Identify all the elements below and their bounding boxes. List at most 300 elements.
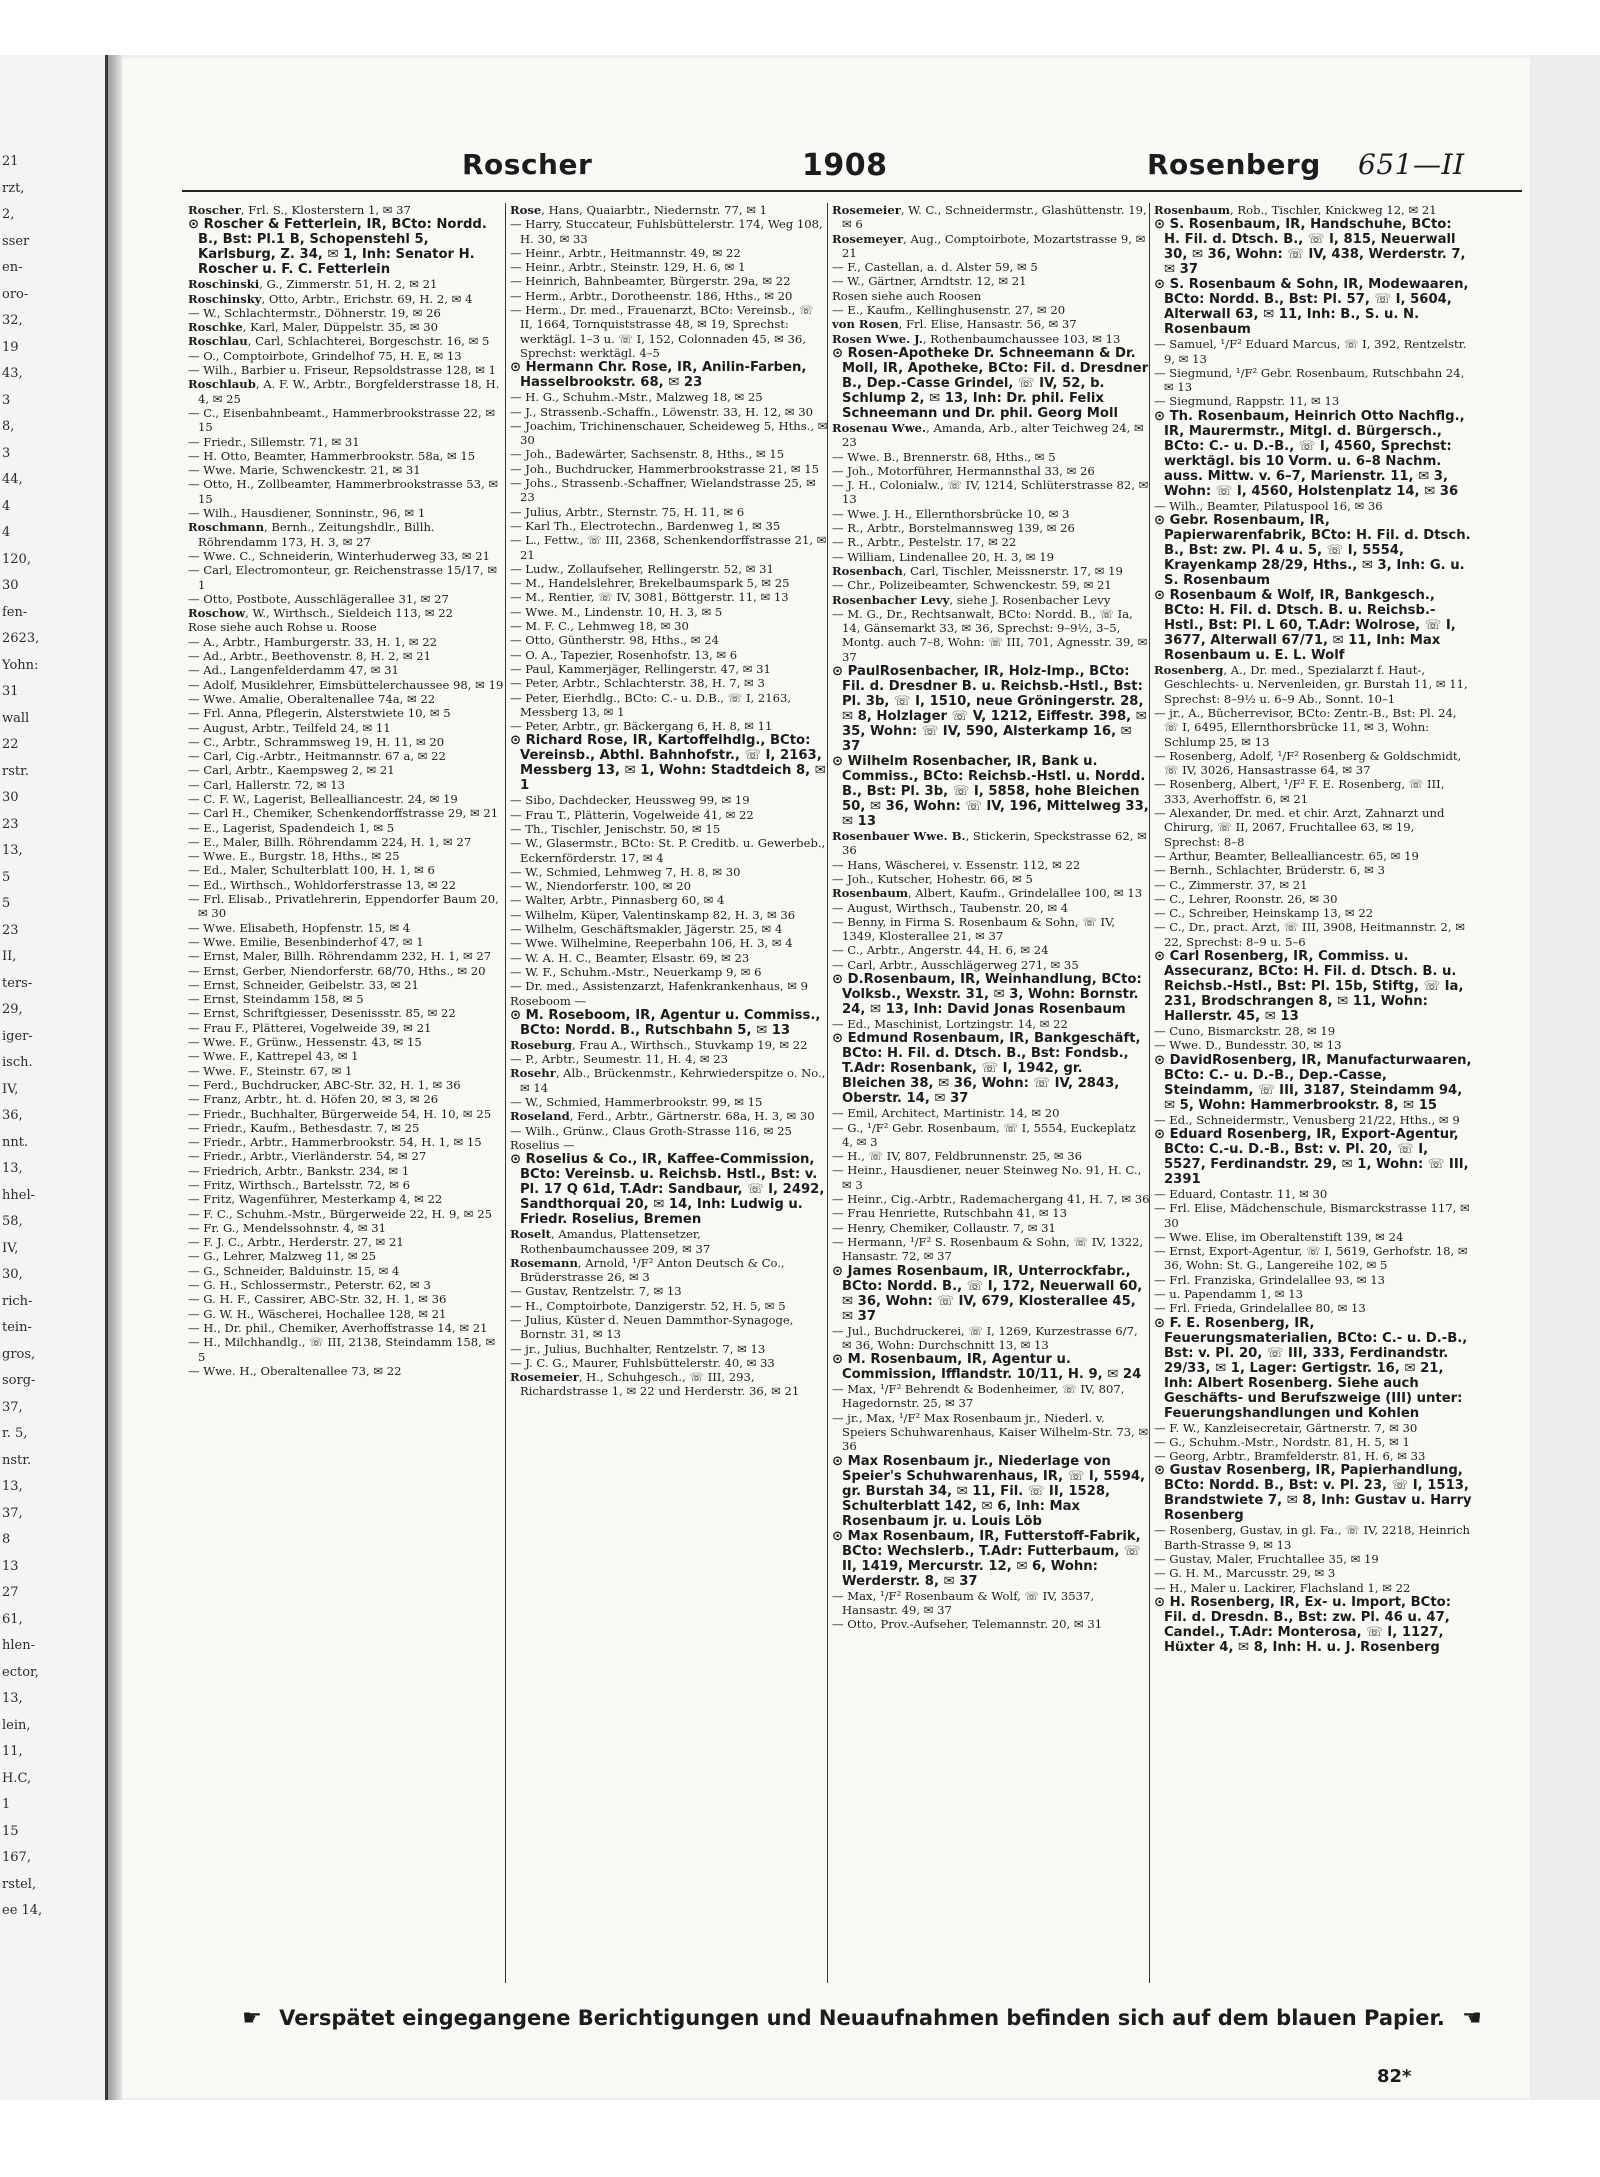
directory-entry: ⊙ M. Roseboom, IR, Agentur u. Commiss., BCto: Nordd. B., Rutschbahn 5, ✉ 13 <box>510 1007 821 1038</box>
previous-page-fragment: 23 <box>2 922 19 938</box>
directory-entry: — Ed., Maschinist, Lortzingstr. 14, ✉ 22 <box>832 1016 1068 1031</box>
directory-entry: — Ludw., Zollaufseher, Rellingerstr. 52, ✉ 31 <box>510 561 774 576</box>
directory-entry: — Hans, Wäscherei, v. Essenstr. 112, ✉ 22 <box>832 857 1081 872</box>
previous-page-fragment: 13, <box>2 1479 23 1494</box>
directory-entry: — Arthur, Beamter, Bellealliancestr. 65, ✉ 19 <box>1154 848 1419 863</box>
previous-page-fragment: sser <box>2 233 30 249</box>
directory-entry: — Eduard, Contastr. 11, ✉ 30 <box>1154 1186 1328 1201</box>
directory-entry: — Ed., Maler, Schulterblatt 100, H. 1, ✉ 6 <box>188 863 435 878</box>
previous-page-fragment: 32, <box>2 313 23 328</box>
previous-page-fragment: gros, <box>2 1346 36 1362</box>
previous-page-fragment: II, <box>2 949 17 964</box>
directory-entry: — Friedr., Arbtr., Vierländerstr. 54, ✉ 27 <box>188 1149 427 1164</box>
previous-page-fragment: ters- <box>2 975 33 991</box>
directory-entry: Roschinski, G., Zimmerstr. 51, H. 2, ✉ 21 <box>188 277 438 292</box>
directory-entry: — Gustav, Rentzelstr. 7, ✉ 13 <box>510 1284 682 1299</box>
directory-entry: — Wilh., Barbier u. Friseur, Repsoldstrasse 128, ✉ 1 <box>188 363 497 378</box>
directory-entry: — H., Dr. phil., Chemiker, Averhoffstrasse 14, ✉ 21 <box>188 1320 488 1335</box>
directory-entry: Roschinsky, Otto, Arbtr., Erichstr. 69, H. 2, ✉ 4 <box>188 291 473 306</box>
directory-entry: — Peter, Arbtr., gr. Bäckergang 6, H. 8, ✉ 11 <box>510 719 773 734</box>
directory-entry: — G., Schuhm.-Mstr., Nordstr. 81, H. 5, ✉ 1 <box>1154 1434 1410 1449</box>
previous-page-fragment: 27 <box>2 1585 19 1600</box>
previous-page-fragment: en- <box>2 260 23 275</box>
directory-entry: — Siegmund, Rappstr. 11, ✉ 13 <box>1154 394 1340 409</box>
directory-entry: — Otto, Güntherstr. 98, Hths., ✉ 24 <box>510 633 719 648</box>
directory-entry: — Cuno, Bismarckstr. 28, ✉ 19 <box>1154 1024 1336 1039</box>
directory-entry: — Joh., Motorführer, Hermannsthal 33, ✉ 26 <box>832 463 1095 478</box>
directory-entry: Roschlaub, A. F. W., Arbtr., Borgfelderstrasse 18, H. 4, ✉ 25 <box>188 377 500 406</box>
directory-entry: — Fr. G., Mendelssohnstr. 4, ✉ 31 <box>188 1220 387 1235</box>
previous-page-fragment: 30, <box>2 1267 23 1282</box>
previous-page-fragment: oro- <box>2 286 29 302</box>
directory-entry: Rosenau Wwe., Amanda, Arb., alter Teichweg 24, ✉ 23 <box>832 420 1144 450</box>
directory-entry: ⊙ Max Rosenbaum, IR, Futterstoff-Fabrik, BCto: Wechslerb., T.Adr: Futterbaum, ☏ II, 1419, Mercurstr. 12, ✉ 6, Wohn: Werderstr. 8, ✉ 37 <box>832 1528 1141 1589</box>
directory-entry: — August, Arbtr., Teilfeld 24, ✉ 11 <box>188 720 391 735</box>
directory-entry: — F. W., Kanzleisecretair, Gärtnerstr. 7, ✉ 30 <box>1154 1420 1418 1435</box>
directory-entry: — u. Papendamm 1, ✉ 13 <box>1154 1286 1303 1301</box>
previous-page-fragment: 11, <box>2 1744 23 1759</box>
directory-entry: — G., Lehrer, Malzweg 11, ✉ 25 <box>188 1249 377 1264</box>
directory-entry: Rosenbaum, Rob., Tischler, Knickweg 12, ✉ 21 <box>1154 203 1437 217</box>
header-page-number: 651—II <box>1358 148 1465 181</box>
book-gutter <box>108 55 122 2100</box>
previous-page-fragment: 5 <box>2 896 11 911</box>
directory-entry: — A., Arbtr., Hamburgerstr. 33, H. 1, ✉ 22 <box>188 634 438 649</box>
directory-entry: — Chr., Polizeibeamter, Schwenckestr. 59, ✉ 21 <box>832 578 1112 593</box>
directory-entry: — F. C., Schuhm.-Mstr., Bürgerweide 22, H. 9, ✉ 25 <box>188 1206 492 1221</box>
directory-entry: — Hermann, ¹/F² S. Rosenbaum & Sohn, ☏ IV, 1322, Hansastr. 72, ✉ 37 <box>832 1234 1144 1264</box>
previous-page-fragment: sorg- <box>2 1373 36 1388</box>
directory-entry: — Frl. Elisab., Privatlehrerin, Eppendorfer Baum 20, ✉ 30 <box>188 892 499 921</box>
directory-entry: — Emil, Architect, Martinistr. 14, ✉ 20 <box>832 1106 1060 1121</box>
directory-entry: — Alexander, Dr. med. et chir. Arzt, Zahnarzt und Chirurg, ☏ II, 2067, Fruchtallee 63, ✉ 19, Sprechst: 8–8 <box>1154 806 1445 849</box>
directory-entry: Roselt, Amandus, Plattensetzer, Rothenbaumchaussee 209, ✉ 37 <box>510 1227 711 1256</box>
directory-entry: ⊙ Hermann Chr. Rose, IR, Anilin-Farben, Hasselbrookstr. 68, ✉ 23 <box>510 360 807 391</box>
previous-page-fragment: 29, <box>2 1002 23 1017</box>
directory-entry: — C., Arbtr., Schrammsweg 19, H. 11, ✉ 20 <box>188 734 445 749</box>
directory-entry: — C., Dr., pract. Arzt, ☏ III, 3908, Heitmannstr. 2, ✉ 22, Sprechst: 8–9 u. 5–6 <box>1154 920 1465 949</box>
directory-entry: Roschmann, Bernh., Zeitungshdlr., Billh. Röhrendamm 173, H. 3, ✉ 27 <box>188 520 435 549</box>
previous-page-fragment: rich- <box>2 1293 33 1309</box>
directory-entry: — J. C. G., Maurer, Fuhlsbüttelerstr. 40, ✉ 33 <box>510 1355 775 1370</box>
directory-entry: — R., Arbtr., Borstelmannsweg 139, ✉ 26 <box>832 521 1075 536</box>
directory-entry: — Friedr., Kaufm., Bethesdastr. 7, ✉ 25 <box>188 1120 420 1135</box>
directory-entry: — jr., A., Bücherrevisor, BCto: Zentr.-B., Bst: Pl. 24, ☏ I, 6495, Ellernthorsbrücke 11, ✉ 3, Wohn: Schlump 25, ✉ 13 <box>1154 705 1457 749</box>
directory-entry: ⊙ PaulRosenbacher, IR, Holz-Imp., BCto: Fil. d. Dresdner B. u. Reichsb.-Hstl., Bst: Pl. 3b, ☏ I, 1510, neue Gröningerstr. 28, ✉ 8, Holzlager ☏ V, 1212, Eiffestr. 398, ✉ 35, Wohn: ☏ IV, 590, Alsterkamp 16, ✉ 37 <box>832 664 1147 755</box>
directory-entry: Rosemann, Arnold, ¹/F² Anton Deutsch & Co., Brüderstrasse 26, ✉ 3 <box>510 1255 785 1285</box>
directory-entry: — Rosenberg, Gustav, in gl. Fa., ☏ IV, 2218, Heinrich Barth-Strasse 9, ✉ 13 <box>1154 1523 1470 1552</box>
signature-mark: 82* <box>1377 2066 1412 2087</box>
directory-entry: Rosenbacher Levy, siehe J. Rosenbacher Levy <box>832 592 1111 607</box>
previous-page-fragment: 13 <box>2 1558 19 1574</box>
directory-entry: — C., Lehrer, Roonstr. 26, ✉ 30 <box>1154 891 1338 906</box>
directory-column-4 <box>1154 203 1472 1983</box>
directory-column-1 <box>188 203 506 1983</box>
directory-entry: — W. A. H. C., Beamter, Elsastr. 69, ✉ 23 <box>510 950 750 965</box>
directory-entry: — Wilh., Hausdiener, Sonninstr., 96, ✉ 1 <box>188 506 426 521</box>
directory-entry: ⊙ Wilhelm Rosenbacher, IR, Bank u. Commiss., BCto: Reichsb.-Hstl. u. Nordd. B., Bst: Pl. 3b, ☏ I, 5858, hohe Bleichen 50, ✉ 36, Wohn: ☏ IV, 196, Mittelweg 33, ✉ 13 <box>832 754 1149 830</box>
directory-entry: ⊙ Rosen-Apotheke Dr. Schneemann & Dr. Moll, IR, Apotheke, BCto: Fil. d. Dresdner B., Dep.-Casse Grindel, ☏ IV, 52, b. Schlump 2, ✉ 13, Inh: Dr. phil. Felix Schneemann und Dr. phil. Georg Moll <box>832 345 1149 421</box>
directory-entry: — H., Maler u. Lackirer, Flachsland 1, ✉ 22 <box>1154 1580 1411 1595</box>
previous-page-fragment: nstr. <box>2 1452 32 1468</box>
directory-entry: — L., Fettw., ☏ III, 2368, Schenkendorffstrasse 21, ✉ 21 <box>510 533 827 562</box>
directory-entry: Rose, Hans, Quaiarbtr., Niedernstr. 77, ✉ 1 <box>510 203 768 217</box>
directory-entry: — Dr. med., Assistenzarzt, Hafenkrankenhaus, ✉ 9 <box>510 979 809 994</box>
directory-entry: — G. W. H., Wäscherei, Hochallee 128, ✉ 21 <box>188 1306 447 1321</box>
directory-entry: — Joh., Kutscher, Hohestr. 66, ✉ 5 <box>832 871 1033 886</box>
directory-entry: Rosemeier, H., Schuhgesch., ☏ III, 293, Richardstrasse 1, ✉ 22 und Herderstr. 36, ✉ 21 <box>510 1370 800 1399</box>
previous-page-fragment: 5 <box>2 869 11 885</box>
directory-entry: — Fritz, Wirthsch., Bartelsstr. 72, ✉ 6 <box>188 1178 411 1192</box>
directory-entry: ⊙ Roselius & Co., IR, Kaffee-Commission, BCto: Vereinsb. u. Reichsb. Hstl., Bst: v. Pl. 17 Q 61d, T.Adr: Sandbaur, ☏ I, 2492, Sandthorquai 20, ✉ 14, Inh: Ludwig u. Friedr. Roselius, Bremen <box>510 1152 825 1228</box>
directory-entry: — Carl H., Chemiker, Schenkendorffstrasse 29, ✉ 21 <box>188 806 499 821</box>
directory-entry: — Wilh., Beamter, Pilatuspool 16, ✉ 36 <box>1154 498 1383 513</box>
footnote-text: Verspätet eingegangene Berichtigungen und Neuaufnahmen befinden sich auf dem blauen Papier. <box>279 2006 1445 2030</box>
directory-entry: — Wwe. Wilhelmine, Reeperbahn 106, H. 3, ✉ 4 <box>510 936 793 951</box>
directory-entry: — Wwe. E., Burgstr. 18, Hths., ✉ 25 <box>188 849 400 864</box>
directory-entry: — Wilhelm, Geschäftsmakler, Jägerstr. 25, ✉ 4 <box>510 922 783 937</box>
previous-page-edge <box>0 55 108 2100</box>
directory-entry: ⊙ Richard Rose, IR, Kartoffelhdlg., BCto: Vereinsb., Abthl. Bahnhofstr., ☏ I, 2163, Messberg 13, ✉ 1, Wohn: Stadtdeich 8, ✉ 1 <box>510 733 826 794</box>
directory-entry: Rosenbach, Carl, Tischler, Meissnerstr. 17, ✉ 19 <box>832 563 1123 578</box>
directory-entry: — E., Kaufm., Kellinghusenstr. 27, ✉ 20 <box>832 303 1066 318</box>
directory-entry: — J. H., Colonialw., ☏ IV, 1214, Schlüterstrasse 82, ✉ 13 <box>832 478 1149 507</box>
directory-entry: — William, Lindenallee 20, H. 3, ✉ 19 <box>832 549 1054 564</box>
directory-entry: — Ed., Schneidermstr., Venusberg 21/22, Hths., ✉ 9 <box>1154 1112 1460 1127</box>
previous-page-fragment: 167, <box>2 1850 31 1865</box>
previous-page-fragment: 13, <box>2 1691 23 1706</box>
previous-page-fragment: nnt. <box>2 1134 29 1150</box>
directory-entry: Roscher, Frl. S., Klosterstern 1, ✉ 37 <box>188 203 411 217</box>
directory-entry: — Ernst, Maler, Billh. Röhrendamm 232, H. 1, ✉ 27 <box>188 949 492 964</box>
directory-entry: — F., Castellan, a. d. Alster 59, ✉ 5 <box>832 260 1038 275</box>
directory-entry: — W., Schlachtermstr., Döhnerstr. 19, ✉ 26 <box>188 305 441 320</box>
directory-entry: — Wwe. Elisabeth, Hopfenstr. 15, ✉ 4 <box>188 920 411 935</box>
directory-entry: ⊙ D.Rosenbaum, IR, Weinhandlung, BCto: Volksb., Wexstr. 31, ✉ 3, Wohn: Bornstr. 24, ✉ 13, Inh: David Jonas Rosenbaum <box>832 971 1142 1017</box>
directory-entry: ⊙ S. Rosenbaum, IR, Handschuhe, BCto: H. Fil. d. Dtsch. B., ☏ I, 815, Neuerwall 30, ✉ 36, Wohn: ☏ IV, 438, Werderstr. 7, ✉ 37 <box>1154 217 1466 278</box>
directory-entry: — Wwe. Amalie, Oberaltenallee 74a, ✉ 22 <box>188 691 436 706</box>
directory-entry: — Johs., Strassenb.-Schaffner, Wielandstrasse 25, ✉ 23 <box>510 476 816 505</box>
directory-entry: — Walter, Arbtr., Pinnasberg 60, ✉ 4 <box>510 893 725 908</box>
directory-entry: — H. G., Schuhm.-Mstr., Malzweg 18, ✉ 25 <box>510 390 763 405</box>
previous-page-fragment: rstel, <box>2 1876 37 1892</box>
directory-entry: — Heinr., Cig.-Arbtr., Rademachergang 41, H. 7, ✉ 36 <box>832 1192 1150 1207</box>
directory-entry: — Otto, Prov.-Aufseher, Telemannstr. 20, ✉ 31 <box>832 1617 1103 1632</box>
directory-entry: — M. G., Dr., Rechtsanwalt, BCto: Nordd. B., ☏ Ia, 14, Gänsemarkt 33, ✉ 36, Sprechst: 9–9½, 3–5, Montg. auch 7–8, Wohn: ☏ III, 701, Agnesstr. 39, ✉ 37 <box>832 606 1148 664</box>
directory-entry: ⊙ H. Rosenberg, IR, Ex- u. Import, BCto: Fil. d. Dresdn. B., Bst: zw. Pl. 46 u. 47, Candel., T.Adr: Monterosa, ☏ I, 1127, Hüxter 4, ✉ 8, Inh: H. u. J. Rosenberg <box>1154 1594 1452 1655</box>
directory-entry: — H., Milchhandlg., ☏ III, 2138, Steindamm 158, ✉ 5 <box>188 1335 496 1364</box>
previous-page-fragment: IV, <box>2 1081 19 1097</box>
previous-page-fragment: tein- <box>2 1320 32 1335</box>
previous-page-fragment: 21 <box>2 154 19 169</box>
previous-page-fragment: iger- <box>2 1028 33 1044</box>
directory-entry: — Frau Henriette, Rutschbahn 41, ✉ 13 <box>832 1206 1068 1221</box>
directory-entry: — F. J. C., Arbtr., Herderstr. 27, ✉ 21 <box>188 1235 404 1250</box>
directory-entry: — Wwe. Elise, im Oberaltenstift 139, ✉ 24 <box>1154 1229 1404 1244</box>
directory-entry: — Heinr., Arbtr., Steinstr. 129, H. 6, ✉ 1 <box>510 260 746 275</box>
directory-entry: ⊙ Eduard Rosenberg, IR, Export-Agentur, BCto: C.-u. D.-B., Bst: v. Pl. 20, ☏ I, 5527, Ferdinandstr. 29, ✉ 1, Wohn: ☏ III, 2391 <box>1154 1126 1469 1187</box>
previous-page-fragment: 2, <box>2 207 15 222</box>
directory-entry: ⊙ F. E. Rosenberg, IR, Feuerungsmaterialien, BCto: C.- u. D.-B., Bst: v. Pl. 20, ☏ III, 333, Ferdinandstr. 29/33, ✉ 1, Lager: Gertigstr. 16, ✉ 21, Inh: Albert Rosenberg. Siehe auch Geschäfts- und Berufszweige (III) unter: Feuerungshandlungen und Kohlen <box>1154 1315 1468 1421</box>
directory-entry: — Frau F., Plätterei, Vogelweide 39, ✉ 21 <box>188 1020 432 1035</box>
directory-entry: — Carl, Hallerstr. 72, ✉ 13 <box>188 777 346 792</box>
header-right-keyword: Rosenberg <box>1147 148 1321 181</box>
directory-entry: — Wwe. B., Brennerstr. 68, Hths., ✉ 5 <box>832 449 1056 464</box>
directory-entry: — Herm., Dr. med., Frauenarzt, BCto: Vereinsb., ☏ II, 1664, Tornquiststrasse 48, ✉ 19, Sprechst: werktägl. 1–3 u. ☏ I, 152, Colonnaden 45, ✉ 36, Sprechst: werktägl. 4–5 <box>510 303 814 360</box>
directory-entry: — Wwe. F., Kattrepel 43, ✉ 1 <box>188 1049 359 1064</box>
directory-entry: — Wilhelm, Küper, Valentinskamp 82, H. 3, ✉ 36 <box>510 907 796 922</box>
previous-page-fragment: 43, <box>2 366 23 381</box>
previous-page-fragment: 15 <box>2 1823 19 1839</box>
directory-entry: — jr., Max, ¹/F² Max Rosenbaum jr., Niederl. v. Speiers Schuhwarenhaus, Kaiser Wilhelm-Str. 73, ✉ 36 <box>832 1410 1149 1454</box>
directory-entry: — Herm., Arbtr., Dorotheenstr. 186, Hths., ✉ 20 <box>510 288 793 303</box>
previous-page-fragment: hlen- <box>2 1638 35 1653</box>
pointing-hand-right-icon: ☛ <box>242 2006 262 2031</box>
directory-entry: — August, Wirthsch., Taubenstr. 20, ✉ 4 <box>832 900 1069 915</box>
directory-entry: — Ad., Langenfelderdamm 47, ✉ 31 <box>188 663 399 678</box>
directory-entry: ⊙ Gustav Rosenberg, IR, Papierhandlung, BCto: Nordd. B., Bst: v. Pl. 23, ☏ I, 1513, Brandstwiete 7, ✉ 8, Inh: Gustav u. Harry Rosenberg <box>1154 1463 1472 1524</box>
directory-entry: — Carl, Arbtr., Ausschlägerweg 271, ✉ 35 <box>832 957 1079 972</box>
previous-page-fragment: 22 <box>2 737 19 752</box>
directory-entry: — Paul, Kammerjäger, Rellingerstr. 47, ✉ 31 <box>510 661 771 676</box>
directory-entry: — G. H. F., Cassirer, ABC-Str. 32, H. 1, ✉ 36 <box>188 1292 447 1307</box>
directory-entry: — Wwe. Marie, Schwenckestr. 21, ✉ 31 <box>188 463 421 478</box>
previous-page-fragment: 30 <box>2 578 19 593</box>
previous-page-fragment: r. 5, <box>2 1426 28 1441</box>
directory-entry: — Th., Tischler, Jenischstr. 50, ✉ 15 <box>510 821 721 836</box>
previous-page-fragment: Yohn: <box>2 657 39 673</box>
previous-page-fragment: 3 <box>2 445 11 461</box>
directory-entry: — Joh., Badewärter, Sachsenstr. 8, Hths., ✉ 15 <box>510 447 785 462</box>
directory-entry: — Benny, in Firma S. Rosenbaum & Sohn, ☏ IV, 1349, Klosterallee 21, ✉ 37 <box>832 914 1116 944</box>
pointing-hand-left-icon: ☚ <box>1462 2006 1482 2031</box>
directory-entry: Roschow, W., Wirthsch., Sieldeich 113, ✉ 22 <box>188 606 453 621</box>
directory-entry: Rosemeier, W. C., Schneidermstr., Glashüttenstr. 19, ✉ 6 <box>832 203 1147 232</box>
directory-column-3 <box>832 203 1150 1983</box>
directory-entry: Rosenberg, A., Dr. med., Spezialarzt f. Haut-, Geschlechts- u. Nervenleiden, gr. Burstah 11, ✉ 11, Sprechst: 8–9½ u. 6–9 Ab., Sonnt. 10–1 <box>1154 663 1468 706</box>
header-rule <box>182 190 1522 192</box>
directory-entry: — Wwe. M., Lindenstr. 10, H. 3, ✉ 5 <box>510 604 723 619</box>
previous-page-fragment: 23 <box>2 816 19 832</box>
directory-entry: — Carl, Arbtr., Kaempsweg 2, ✉ 21 <box>188 763 395 778</box>
directory-entry: — jr., Julius, Buchhalter, Rentzelstr. 7, ✉ 13 <box>510 1341 766 1356</box>
directory-entry: — Ernst, Steindamm 158, ✉ 5 <box>188 992 364 1007</box>
directory-entry: — O. A., Tapezier, Rosenhofstr. 13, ✉ 6 <box>510 647 738 662</box>
directory-entry: ⊙ Max Rosenbaum jr., Niederlage von Speier's Schuhwarenhaus, IR, ☏ I, 5594, gr. Burstah 34, ✉ 11, Fil. ☏ II, 1528, Schulterblatt 142, ✉ 6, Inh: Max Rosenbaum jr. u. Louis Löb <box>832 1453 1146 1529</box>
directory-entry: — Ernst, Export-Agentur, ☏ I, 5619, Gerhofstr. 18, ✉ 36, Wohn: St. G., Langereihe 102, ✉ 5 <box>1154 1244 1468 1273</box>
directory-page <box>122 58 1530 2098</box>
directory-entry: — C. F. W., Lagerist, Bellealliancestr. 24, ✉ 19 <box>188 791 458 806</box>
directory-entry: — C., Zimmerstr. 37, ✉ 21 <box>1154 877 1308 892</box>
directory-entry: — H., Comptoirbote, Danzigerstr. 52, H. 5, ✉ 5 <box>510 1298 786 1313</box>
directory-entry: — E., Maler, Billh. Röhrendamm 224, H. 1, ✉ 27 <box>188 834 472 849</box>
directory-entry: Rosen Wwe. J., Rothenbaumchaussee 103, ✉ 13 <box>832 331 1121 346</box>
footnote-notice <box>212 2006 1512 2031</box>
previous-page-fragment: rzt, <box>2 180 25 196</box>
directory-entry: von Rosen, Frl. Elise, Hansastr. 56, ✉ 37 <box>832 317 1077 332</box>
previous-page-fragment: 3 <box>2 392 11 408</box>
directory-entry: — G. H., Schlossermstr., Peterstr. 62, ✉ 3 <box>188 1278 431 1293</box>
directory-entry: Roseland, Ferd., Arbtr., Gärtnerstr. 68a, H. 3, ✉ 30 <box>510 1109 815 1124</box>
directory-entry: — Wwe. J. H., Ellernthorsbrücke 10, ✉ 3 <box>832 506 1070 521</box>
header-left-keyword: Roscher <box>462 148 593 181</box>
directory-entry: — W., Niendorferstr. 100, ✉ 20 <box>510 879 691 894</box>
directory-entry: — Friedrich, Arbtr., Bankstr. 234, ✉ 1 <box>188 1163 410 1178</box>
directory-entry: — Wwe. H., Oberaltenallee 73, ✉ 22 <box>188 1363 402 1378</box>
previous-page-fragment: 61, <box>2 1611 23 1627</box>
previous-page-fragment: 36, <box>2 1108 23 1123</box>
directory-entry: — Siegmund, ¹/F² Gebr. Rosenbaum, Rutschbahn 24, ✉ 13 <box>1154 365 1465 395</box>
directory-entry: — Frl. Anna, Pflegerin, Alsterstwiete 10, ✉ 5 <box>188 706 451 721</box>
directory-entry: — Bernh., Schlachter, Brüderstr. 6, ✉ 3 <box>1154 863 1385 878</box>
directory-entry: — Franz, Arbtr., ht. d. Höfen 20, ✉ 3, ✉ 26 <box>188 1092 439 1107</box>
directory-entry: — Gustav, Maler, Fruchtallee 35, ✉ 19 <box>1154 1552 1379 1567</box>
directory-entry: — Max, ¹/F² Behrendt & Bodenheimer, ☏ IV, 807, Hagedornstr. 25, ✉ 37 <box>832 1382 1125 1411</box>
directory-entry: — Ernst, Schneider, Geibelstr. 33, ✉ 21 <box>188 977 419 992</box>
previous-page-fragment: 8 <box>2 1532 11 1547</box>
directory-entry: — Ernst, Schriftgiesser, Desenissstr. 85, ✉ 22 <box>188 1006 456 1021</box>
previous-page-fragment: ee 14, <box>2 1903 43 1918</box>
directory-entry: — Friedr., Sillemstr. 71, ✉ 31 <box>188 434 360 449</box>
directory-entry: — M. F. C., Lehmweg 18, ✉ 30 <box>510 619 689 634</box>
directory-entry: — Karl Th., Electrotechn., Bardenweg 1, ✉ 35 <box>510 518 781 533</box>
previous-page-fragment: 120, <box>2 551 31 567</box>
previous-page-fragment: 31 <box>2 684 19 699</box>
directory-entry: — H. Otto, Beamter, Hammerbrookstr. 58a, ✉ 15 <box>188 448 476 463</box>
previous-page-fragment: 58, <box>2 1214 23 1229</box>
directory-entry: — Adolf, Musiklehrer, Eimsbüttelerchaussee 98, ✉ 19 <box>188 677 504 692</box>
directory-entry: Roseboom — <box>510 993 587 1008</box>
directory-entry: — Ad., Arbtr., Beethovenstr. 8, H. 2, ✉ 21 <box>188 649 432 664</box>
directory-entry: ⊙ Edmund Rosenbaum, IR, Bankgeschäft, BCto: H. Fil. d. Dtsch. B., Bst: Fondsb., T.Adr: Rosenbank, ☏ I, 1942, gr. Bleichen 38, ✉ 36, Wohn: ☏ IV, 2843, Oberstr. 14, ✉ 37 <box>832 1031 1141 1107</box>
directory-entry: — C., Schreiber, Heinskamp 13, ✉ 22 <box>1154 906 1374 921</box>
directory-entry: Rose siehe auch Rohse u. Roose <box>188 620 377 635</box>
directory-entry: — J., Strassenb.-Schaffn., Löwenstr. 33, H. 12, ✉ 30 <box>510 404 814 419</box>
previous-page-fragment: 4 <box>2 525 11 540</box>
directory-entry: — Heinr., Arbtr., Heitmannstr. 49, ✉ 22 <box>510 245 741 260</box>
directory-entry: — Wwe. C., Schneiderin, Winterhuderweg 33, ✉ 21 <box>188 548 491 563</box>
directory-entry: — E., Lagerist, Spadendeich 1, ✉ 5 <box>188 820 395 835</box>
directory-entry: — Fritz, Wagenführer, Mesterkamp 4, ✉ 22 <box>188 1192 443 1207</box>
directory-entry: — Frl. Franziska, Grindelallee 93, ✉ 13 <box>1154 1272 1385 1287</box>
directory-entry: — Frl. Elise, Mädchenschule, Bismarckstrasse 117, ✉ 30 <box>1154 1201 1470 1230</box>
scan-right-margin <box>1530 55 1600 2100</box>
directory-entry: — Harry, Stuccateur, Fuhlsbüttelerstr. 174, Weg 108, H. 30, ✉ 33 <box>510 217 823 246</box>
previous-page-fragment: rstr. <box>2 763 30 779</box>
directory-entry: Roschlau, Carl, Schlachterei, Borgeschstr. 16, ✉ 5 <box>188 334 490 349</box>
previous-page-fragment: 30 <box>2 790 19 805</box>
directory-entry: — Heinr., Hausdiener, neuer Steinweg No. 91, H. C., ✉ 3 <box>832 1163 1142 1192</box>
page-header <box>122 58 1530 188</box>
directory-entry: Rosemeyer, Aug., Comptoirbote, Mozartstrasse 9, ✉ 21 <box>832 231 1146 260</box>
directory-entry: — O., Comptoirbote, Grindelhof 75, H. E, ✉ 13 <box>188 348 462 363</box>
directory-entry: — Sibo, Dachdecker, Heussweg 99, ✉ 19 <box>510 793 750 808</box>
directory-entry: — Carl, Cig.-Arbtr., Heitmannstr. 67 a, ✉ 22 <box>188 749 446 764</box>
previous-page-fragment: hhel- <box>2 1187 35 1203</box>
directory-entry: ⊙ M. Rosenbaum, IR, Agentur u. Commission, Ifflandstr. 10/11, H. 9, ✉ 24 <box>832 1352 1142 1383</box>
directory-entry: ⊙ Carl Rosenberg, IR, Commiss. u. Assecuranz, BCto: H. Fil. d. Dtsch. B. u. Reichsb.-Hstl., Bst: Pl. 15b, Stiftg, ☏ Ia, 231, Brodschrangen 8, ✉ 11, Wohn: Hallerstr. 45, ✉ 13 <box>1154 949 1464 1025</box>
directory-entry: — W. F., Schuhm.-Mstr., Neuerkamp 9, ✉ 6 <box>510 964 762 979</box>
directory-entry: — Heinrich, Bahnbeamter, Bürgerstr. 29a, ✉ 22 <box>510 274 791 289</box>
directory-entry: — Peter, Arbtr., Schlachterstr. 38, H. 7, ✉ 3 <box>510 676 765 691</box>
previous-page-fragment: isch. <box>2 1055 33 1070</box>
directory-entry: — M., Rentier, ☏ IV, 3081, Böttgerstr. 11, ✉ 13 <box>510 590 789 605</box>
directory-entry: — Julius, Küster d. Neuen Dammthor-Synagoge, Bornstr. 31, ✉ 13 <box>510 1313 794 1342</box>
directory-entry: — Henry, Chemiker, Collaustr. 7, ✉ 31 <box>832 1220 1056 1235</box>
header-year: 1908 <box>802 148 888 183</box>
directory-entry: — Samuel, ¹/F² Eduard Marcus, ☏ I, 392, Rentzelstr. 9, ✉ 13 <box>1154 337 1467 366</box>
directory-entry: ⊙ S. Rosenbaum & Sohn, IR, Modewaaren, BCto: Nordd. B., Bst: Pl. 57, ☏ I, 5604, Alterwall 63, ✉ 11, Inh: B., S. u. N. Rosenbaum <box>1154 277 1469 338</box>
directory-entry: — C., Arbtr., Angerstr. 44, H. 6, ✉ 24 <box>832 943 1049 958</box>
directory-entry: — Peter, Eierhdlg., BCto: C.- u. D.B., ☏ I, 2163, Messberg 13, ✉ 1 <box>510 690 792 719</box>
directory-column-2 <box>510 203 828 1983</box>
directory-entry: — G., Schneider, Balduinstr. 15, ✉ 4 <box>188 1263 400 1278</box>
previous-page-fragment: 13, <box>2 1161 23 1176</box>
directory-entry: ⊙ Th. Rosenbaum, Heinrich Otto Nachflg., IR, Maurermstr., Mitgl. d. Bürgersch., BCto: C.- u. D.-B., ☏ I, 4560, Sprechst: werktägl. bis 10 Vorm. u. 6–8 Nachm. auss. Mittw. v. 6–7, Marienstr. 11, ✉ 3, Wohn: ☏ I, 4560, Holstenplatz 14, ✉ 36 <box>1154 408 1465 499</box>
directory-entry: — G. H. M., Marcusstr. 29, ✉ 3 <box>1154 1566 1336 1581</box>
previous-page-fragment: fen- <box>2 604 28 620</box>
directory-entry: — Otto, H., Zollbeamter, Hammerbrookstrasse 53, ✉ 15 <box>188 477 499 506</box>
directory-entry: — Wwe. D., Bundesstr. 30, ✉ 13 <box>1154 1038 1342 1053</box>
directory-entry: Rosenbaum, Albert, Kaufm., Grindelallee 100, ✉ 13 <box>832 886 1143 901</box>
directory-entry: — Wwe. Emilie, Besenbinderhof 47, ✉ 1 <box>188 934 424 949</box>
directory-entry: — Wilh., Grünw., Claus Groth-Strasse 116, ✉ 25 <box>510 1123 792 1138</box>
directory-entry: — Frau T., Plätterin, Vogelweide 41, ✉ 22 <box>510 807 754 822</box>
directory-entry: — G., ¹/F² Gebr. Rosenbaum, ☏ I, 5554, Euckeplatz 4, ✉ 3 <box>832 1120 1136 1149</box>
directory-entry: — Carl, Electromonteur, gr. Reichenstrasse 15/17, ✉ 1 <box>188 563 498 592</box>
directory-entry: — Julius, Arbtr., Sternstr. 75, H. 11, ✉ 6 <box>510 504 745 519</box>
previous-page-fragment: H.C, <box>2 1770 32 1786</box>
previous-page-fragment: 8, <box>2 419 15 434</box>
directory-entry: — H., ☏ IV, 807, Feldbrunnenstr. 25, ✉ 36 <box>832 1149 1083 1164</box>
directory-entry: Roschke, Karl, Maler, Düppelstr. 35, ✉ 30 <box>188 320 439 335</box>
previous-page-fragment: 37, <box>2 1399 23 1415</box>
previous-page-fragment: 19 <box>2 339 19 355</box>
directory-entry: Roselius — <box>510 1137 575 1152</box>
directory-entry: — W., Gärtner, Arndtstr. 12, ✉ 21 <box>832 274 1027 289</box>
directory-entry: Rosen siehe auch Roosen <box>832 288 982 303</box>
previous-page-fragment: 4 <box>2 498 11 514</box>
previous-page-fragment: IV, <box>2 1240 19 1256</box>
directory-entry: Rosehr, Alb., Brückenmstr., Kehrwiederspitze o. No., ✉ 14 <box>510 1066 826 1095</box>
directory-entry: — Joachim, Trichinenschauer, Scheideweg 5, Hths., ✉ 30 <box>510 418 828 448</box>
directory-entry: — W., Schmied, Hammerbrookstr. 99, ✉ 15 <box>510 1095 763 1110</box>
directory-entry: — Ed., Wirthsch., Wohldorferstrasse 13, ✉ 22 <box>188 877 456 892</box>
previous-page-fragment: 37, <box>2 1505 23 1521</box>
previous-page-fragment: 44, <box>2 472 23 487</box>
directory-entry: — Jul., Buchdruckerei, ☏ I, 1269, Kurzestrasse 6/7, ✉ 36, Wohn: Durchschnitt 13, ✉ 13 <box>832 1323 1138 1352</box>
directory-entry: — Otto, Postbote, Ausschlägerallee 31, ✉ 27 <box>188 591 449 606</box>
directory-entry: — Rosenberg, Albert, ¹/F² F. E. Rosenberg, ☏ III, 333, Averhoffstr. 6, ✉ 21 <box>1154 777 1445 806</box>
previous-page-fragment: 2623, <box>2 631 40 646</box>
directory-entry: ⊙ Roscher & Fetterlein, IR, BCto: Nordd. B., Bst: Pl.1 B, Schopenstehl 5, Karlsburg, Z. 34, ✉ 1, Inh: Senator H. Roscher u. F. C. Fetterlein <box>188 217 487 278</box>
directory-entry: — Friedr., Buchhalter, Bürgerweide 54, H. 10, ✉ 25 <box>188 1106 492 1121</box>
directory-entry: — Wwe. F., Grünw., Hessenstr. 43, ✉ 15 <box>188 1035 422 1050</box>
directory-entry: — Frl. Frieda, Grindelallee 80, ✉ 13 <box>1154 1301 1366 1316</box>
directory-entry: Rosenbauer Wwe. B., Stickerin, Speckstrasse 62, ✉ 36 <box>832 829 1147 858</box>
directory-entry: — Ferd., Buchdrucker, ABC-Str. 32, H. 1, ✉ 36 <box>188 1077 461 1092</box>
previous-page-fragment: wall <box>2 710 30 726</box>
directory-entry: — R., Arbtr., Pestelstr. 17, ✉ 22 <box>832 535 1017 550</box>
previous-page-fragment: lein, <box>2 1717 31 1733</box>
previous-page-fragment: ector, <box>2 1664 39 1680</box>
directory-entry: — P., Arbtr., Seumestr. 11, H. 4, ✉ 23 <box>510 1052 728 1067</box>
directory-entry: — Max, ¹/F² Rosenbaum & Wolf, ☏ IV, 3537, Hansastr. 49, ✉ 37 <box>832 1588 1095 1617</box>
previous-page-fragment: 1 <box>2 1797 11 1812</box>
directory-entry: ⊙ Rosenbaum & Wolf, IR, Bankgesch., BCto: H. Fil. d. Dtsch. B. u. Reichsb.-Hstl., Bst: Pl. L 60, T.Adr: Wolrose, ☏ I, 3677, Alterwall 67/71, ✉ 11, Inh: Max Rosenbaum u. E. L. Wolf <box>1154 588 1456 664</box>
directory-entry: ⊙ James Rosenbaum, IR, Unterrockfabr., BCto: Nordd. B., ☏ I, 172, Neuerwall 60, ✉ 36, Wohn: ☏ IV, 679, Klosterallee 45, ✉ 37 <box>832 1263 1143 1324</box>
directory-entry: ⊙ DavidRosenberg, IR, Manufacturwaaren, BCto: C.- u. D.-B., Dep.-Casse, Steindamm, ☏ III, 3187, Steindamm 94, ✉ 5, Wohn: Hammerbrookstr. 8, ✉ 15 <box>1154 1052 1472 1113</box>
